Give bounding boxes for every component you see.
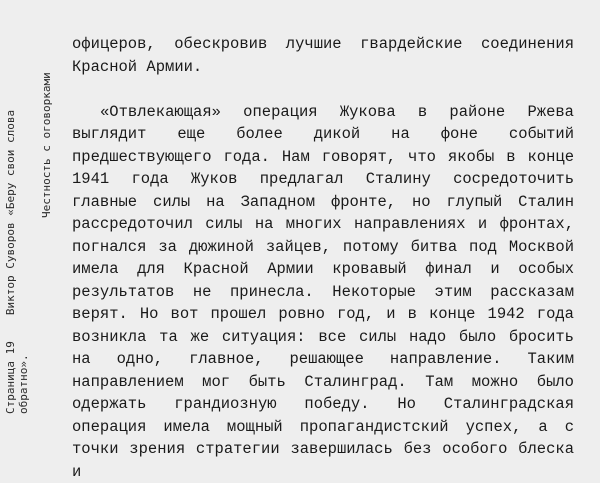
paragraph: «Отвлекающая» операция Жукова в районе Ржева выглядит еще более дикой на фоне событий предшествующего года. Нам говорят, что якобы в конце 1941 года Жуков предлагал Сталину сосредоточить главные силы на Западном фронте, но глупый Сталин рассредоточил силы на многих направлениях и фронтах, погнался за дюжиной зайцев, потому битва под Москвой имела для Красной Армии кровавый финал и особых результатов не принесла. Некоторые этим рассказам верят. Но вот прошел ровно год, и в конце 1942 года возникла та же ситуация: все силы надо было бросить на одно, главное, решающее направление. Таким направлением мог быть Сталинград. Там можно было одержать грандиозную победу. Но Сталинградская операция имела мощный пропагандистский успех, а с точки зрения стратегии завершилась без особого блеска и: [72, 101, 574, 483]
page-header-line-1: [4, 110, 17, 414]
page-sidebar: [0, 0, 60, 423]
page-number: Страница 19: [4, 341, 17, 414]
chapter-title: Честность с оговорками: [40, 72, 53, 218]
book-title-continued: обратно».: [17, 354, 30, 414]
book-title: Виктор Суворов «Беру свои слова: [4, 110, 17, 315]
page-content: [72, 33, 574, 483]
page-header-line-2: [17, 354, 30, 414]
paragraph: офицеров, обескровив лучшие гвардейские соединения Красной Армии.: [72, 33, 574, 78]
